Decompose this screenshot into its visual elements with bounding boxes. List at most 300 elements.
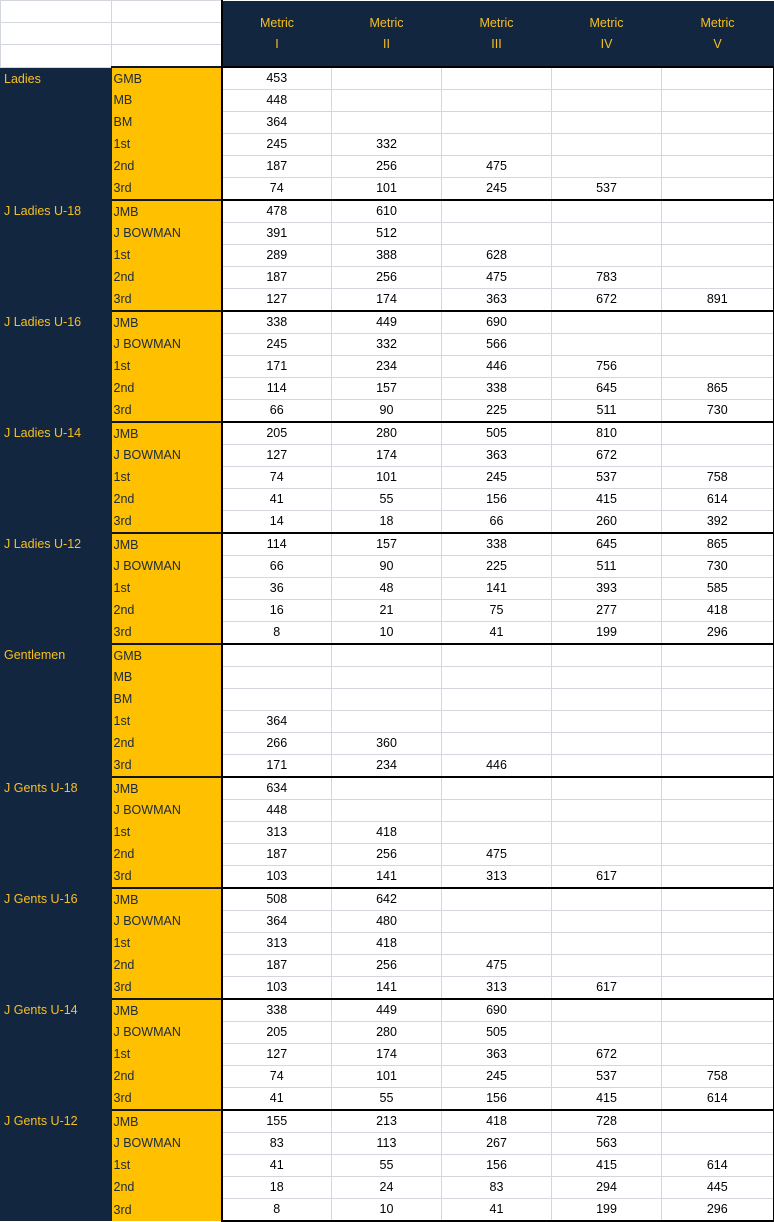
empty-cell[interactable] [112,1,222,23]
value-cell[interactable] [662,112,774,134]
value-cell[interactable] [552,999,662,1022]
row-label[interactable]: 3rd [112,400,222,423]
row-label[interactable]: 1st [112,1044,222,1066]
value-cell[interactable] [442,733,552,755]
value-cell[interactable] [662,644,774,667]
column-header-4[interactable]: Metric IV [552,1,662,68]
value-cell[interactable]: 101 [332,1066,442,1088]
value-cell[interactable]: 480 [332,911,442,933]
value-cell[interactable] [662,777,774,800]
value-cell[interactable]: 260 [552,511,662,534]
value-cell[interactable]: 225 [442,400,552,423]
group-label[interactable]: Ladies [1,67,112,200]
value-cell[interactable] [662,733,774,755]
empty-cell[interactable] [1,1,112,23]
row-label[interactable]: 1st [112,1155,222,1177]
column-header-3[interactable]: Metric III [442,1,552,68]
row-label[interactable]: 1st [112,356,222,378]
row-label[interactable]: JMB [112,533,222,556]
value-cell[interactable]: 313 [222,822,332,844]
value-cell[interactable]: 141 [332,977,442,1000]
value-cell[interactable]: 511 [552,400,662,423]
row-label[interactable]: JMB [112,999,222,1022]
value-cell[interactable] [662,866,774,889]
value-cell[interactable]: 280 [332,422,442,445]
value-cell[interactable] [332,689,442,711]
value-cell[interactable]: 446 [442,356,552,378]
value-cell[interactable] [552,112,662,134]
value-cell[interactable]: 338 [442,533,552,556]
group-label[interactable]: J Ladies U-16 [1,311,112,422]
row-label[interactable]: JMB [112,888,222,911]
value-cell[interactable] [662,334,774,356]
value-cell[interactable]: 74 [222,178,332,201]
value-cell[interactable]: 393 [552,578,662,600]
value-cell[interactable] [332,667,442,689]
column-header-1[interactable]: Metric I [222,1,332,68]
value-cell[interactable]: 10 [332,1199,442,1222]
value-cell[interactable] [442,67,552,90]
value-cell[interactable]: 294 [552,1177,662,1199]
group-label[interactable]: J Ladies U-14 [1,422,112,533]
value-cell[interactable] [662,311,774,334]
group-label[interactable]: J Gents U-18 [1,777,112,888]
value-cell[interactable] [442,223,552,245]
value-cell[interactable]: 672 [552,289,662,312]
value-cell[interactable]: 475 [442,156,552,178]
value-cell[interactable]: 8 [222,622,332,645]
value-cell[interactable]: 449 [332,999,442,1022]
value-cell[interactable]: 475 [442,267,552,289]
value-cell[interactable] [442,933,552,955]
value-cell[interactable] [222,667,332,689]
value-cell[interactable]: 75 [442,600,552,622]
value-cell[interactable]: 74 [222,467,332,489]
value-cell[interactable] [552,711,662,733]
value-cell[interactable]: 41 [442,1199,552,1222]
value-cell[interactable]: 730 [662,556,774,578]
value-cell[interactable]: 645 [552,533,662,556]
value-cell[interactable]: 205 [222,422,332,445]
row-label[interactable]: BM [112,689,222,711]
value-cell[interactable]: 296 [662,1199,774,1222]
value-cell[interactable]: 41 [222,1155,332,1177]
value-cell[interactable]: 174 [332,1044,442,1066]
value-cell[interactable] [332,112,442,134]
value-cell[interactable] [552,911,662,933]
value-cell[interactable] [552,755,662,778]
value-cell[interactable] [332,67,442,90]
value-cell[interactable]: 418 [332,933,442,955]
value-cell[interactable] [442,777,552,800]
value-cell[interactable] [552,334,662,356]
row-label[interactable]: BM [112,112,222,134]
value-cell[interactable]: 16 [222,600,332,622]
value-cell[interactable] [662,422,774,445]
value-cell[interactable]: 213 [332,1110,442,1133]
value-cell[interactable] [662,822,774,844]
value-cell[interactable] [552,245,662,267]
row-label[interactable]: 1st [112,822,222,844]
value-cell[interactable] [552,777,662,800]
value-cell[interactable] [552,888,662,911]
value-cell[interactable] [442,888,552,911]
value-cell[interactable]: 566 [442,334,552,356]
value-cell[interactable]: 41 [442,622,552,645]
value-cell[interactable]: 363 [442,445,552,467]
value-cell[interactable]: 728 [552,1110,662,1133]
row-label[interactable]: 3rd [112,1088,222,1111]
value-cell[interactable]: 563 [552,1133,662,1155]
value-cell[interactable] [552,134,662,156]
value-cell[interactable]: 66 [222,400,332,423]
empty-cell[interactable] [112,23,222,45]
value-cell[interactable] [442,90,552,112]
value-cell[interactable]: 364 [222,711,332,733]
row-label[interactable]: GMB [112,67,222,90]
value-cell[interactable]: 157 [332,378,442,400]
value-cell[interactable]: 364 [222,911,332,933]
value-cell[interactable] [662,267,774,289]
value-cell[interactable] [552,311,662,334]
row-label[interactable]: MB [112,667,222,689]
value-cell[interactable]: 475 [442,955,552,977]
value-cell[interactable]: 512 [332,223,442,245]
row-label[interactable]: J BOWMAN [112,334,222,356]
value-cell[interactable]: 508 [222,888,332,911]
value-cell[interactable] [662,667,774,689]
value-cell[interactable]: 127 [222,1044,332,1066]
value-cell[interactable]: 364 [222,112,332,134]
value-cell[interactable]: 113 [332,1133,442,1155]
value-cell[interactable]: 66 [442,511,552,534]
value-cell[interactable]: 478 [222,200,332,223]
value-cell[interactable]: 445 [662,1177,774,1199]
row-label[interactable]: 2nd [112,378,222,400]
value-cell[interactable]: 391 [222,223,332,245]
value-cell[interactable]: 614 [662,489,774,511]
value-cell[interactable]: 18 [332,511,442,534]
value-cell[interactable] [662,356,774,378]
group-label[interactable]: Gentlemen [1,644,112,777]
row-label[interactable]: 2nd [112,600,222,622]
value-cell[interactable]: 8 [222,1199,332,1222]
value-cell[interactable]: 332 [332,334,442,356]
value-cell[interactable]: 127 [222,445,332,467]
row-label[interactable]: J BOWMAN [112,1133,222,1155]
value-cell[interactable] [662,156,774,178]
group-label[interactable]: J Ladies U-18 [1,200,112,311]
row-label[interactable]: JMB [112,777,222,800]
value-cell[interactable]: 313 [222,933,332,955]
value-cell[interactable]: 101 [332,467,442,489]
value-cell[interactable] [662,933,774,955]
value-cell[interactable]: 83 [442,1177,552,1199]
value-cell[interactable]: 24 [332,1177,442,1199]
value-cell[interactable]: 415 [552,1155,662,1177]
value-cell[interactable]: 205 [222,1022,332,1044]
value-cell[interactable]: 171 [222,755,332,778]
value-cell[interactable]: 614 [662,1088,774,1111]
value-cell[interactable]: 610 [332,200,442,223]
value-cell[interactable]: 363 [442,1044,552,1066]
value-cell[interactable]: 505 [442,1022,552,1044]
value-cell[interactable]: 810 [552,422,662,445]
value-cell[interactable]: 415 [552,1088,662,1111]
value-cell[interactable] [442,112,552,134]
value-cell[interactable] [662,888,774,911]
value-cell[interactable]: 865 [662,378,774,400]
value-cell[interactable] [332,644,442,667]
value-cell[interactable]: 614 [662,1155,774,1177]
row-label[interactable]: 3rd [112,1199,222,1222]
row-label[interactable]: 1st [112,245,222,267]
value-cell[interactable]: 537 [552,178,662,201]
value-cell[interactable] [442,689,552,711]
value-cell[interactable]: 388 [332,245,442,267]
value-cell[interactable] [662,977,774,1000]
value-cell[interactable]: 446 [442,755,552,778]
value-cell[interactable]: 55 [332,1088,442,1111]
value-cell[interactable]: 448 [222,800,332,822]
row-label[interactable]: MB [112,90,222,112]
value-cell[interactable]: 617 [552,866,662,889]
value-cell[interactable]: 783 [552,267,662,289]
value-cell[interactable]: 642 [332,888,442,911]
value-cell[interactable]: 41 [222,489,332,511]
value-cell[interactable] [442,667,552,689]
row-label[interactable]: 1st [112,711,222,733]
value-cell[interactable] [442,711,552,733]
value-cell[interactable] [552,689,662,711]
value-cell[interactable]: 758 [662,467,774,489]
row-label[interactable]: J BOWMAN [112,1022,222,1044]
value-cell[interactable]: 245 [222,134,332,156]
value-cell[interactable] [552,844,662,866]
value-cell[interactable] [662,200,774,223]
value-cell[interactable]: 690 [442,999,552,1022]
value-cell[interactable] [552,955,662,977]
value-cell[interactable]: 127 [222,289,332,312]
value-cell[interactable]: 171 [222,356,332,378]
value-cell[interactable] [662,844,774,866]
value-cell[interactable] [442,911,552,933]
value-cell[interactable] [552,156,662,178]
value-cell[interactable]: 537 [552,467,662,489]
value-cell[interactable] [662,711,774,733]
value-cell[interactable]: 672 [552,445,662,467]
value-cell[interactable]: 245 [442,178,552,201]
value-cell[interactable] [662,90,774,112]
value-cell[interactable]: 83 [222,1133,332,1155]
row-label[interactable]: 3rd [112,866,222,889]
value-cell[interactable] [662,134,774,156]
group-label[interactable]: J Ladies U-12 [1,533,112,644]
value-cell[interactable]: 585 [662,578,774,600]
value-cell[interactable]: 338 [222,311,332,334]
value-cell[interactable]: 730 [662,400,774,423]
value-cell[interactable]: 245 [442,467,552,489]
value-cell[interactable] [552,933,662,955]
value-cell[interactable] [222,644,332,667]
value-cell[interactable]: 256 [332,267,442,289]
value-cell[interactable] [662,999,774,1022]
row-label[interactable]: J BOWMAN [112,445,222,467]
value-cell[interactable] [442,822,552,844]
row-label[interactable]: 3rd [112,511,222,534]
value-cell[interactable] [552,67,662,90]
group-label[interactable]: J Gents U-12 [1,1110,112,1221]
value-cell[interactable]: 18 [222,1177,332,1199]
value-cell[interactable] [662,445,774,467]
value-cell[interactable] [332,90,442,112]
value-cell[interactable] [442,200,552,223]
value-cell[interactable]: 187 [222,156,332,178]
value-cell[interactable] [662,755,774,778]
value-cell[interactable]: 448 [222,90,332,112]
value-cell[interactable]: 296 [662,622,774,645]
value-cell[interactable]: 101 [332,178,442,201]
row-label[interactable]: 3rd [112,178,222,201]
value-cell[interactable]: 363 [442,289,552,312]
value-cell[interactable] [552,200,662,223]
value-cell[interactable]: 114 [222,378,332,400]
value-cell[interactable]: 199 [552,622,662,645]
value-cell[interactable] [552,1022,662,1044]
value-cell[interactable] [552,822,662,844]
value-cell[interactable]: 14 [222,511,332,534]
value-cell[interactable]: 187 [222,267,332,289]
value-cell[interactable]: 156 [442,1155,552,1177]
value-cell[interactable]: 157 [332,533,442,556]
empty-cell[interactable] [1,45,112,68]
row-label[interactable]: 3rd [112,289,222,312]
value-cell[interactable] [662,67,774,90]
value-cell[interactable]: 690 [442,311,552,334]
row-label[interactable]: J BOWMAN [112,800,222,822]
value-cell[interactable] [662,1133,774,1155]
row-label[interactable]: 1st [112,134,222,156]
value-cell[interactable]: 234 [332,755,442,778]
value-cell[interactable]: 141 [332,866,442,889]
row-label[interactable]: 1st [112,467,222,489]
value-cell[interactable]: 245 [222,334,332,356]
value-cell[interactable]: 114 [222,533,332,556]
row-label[interactable]: 2nd [112,156,222,178]
value-cell[interactable]: 338 [442,378,552,400]
value-cell[interactable]: 277 [552,600,662,622]
value-cell[interactable] [662,245,774,267]
value-cell[interactable] [662,955,774,977]
value-cell[interactable] [552,667,662,689]
value-cell[interactable]: 280 [332,1022,442,1044]
value-cell[interactable]: 74 [222,1066,332,1088]
value-cell[interactable]: 758 [662,1066,774,1088]
column-header-5[interactable]: Metric V [662,1,774,68]
value-cell[interactable]: 48 [332,578,442,600]
row-label[interactable]: 3rd [112,622,222,645]
value-cell[interactable] [442,800,552,822]
row-label[interactable]: 2nd [112,267,222,289]
value-cell[interactable]: 256 [332,955,442,977]
value-cell[interactable]: 418 [332,822,442,844]
value-cell[interactable]: 313 [442,866,552,889]
value-cell[interactable] [552,90,662,112]
value-cell[interactable] [662,223,774,245]
value-cell[interactable]: 36 [222,578,332,600]
value-cell[interactable]: 55 [332,489,442,511]
value-cell[interactable]: 418 [442,1110,552,1133]
value-cell[interactable]: 449 [332,311,442,334]
value-cell[interactable]: 187 [222,955,332,977]
value-cell[interactable]: 225 [442,556,552,578]
value-cell[interactable]: 415 [552,489,662,511]
value-cell[interactable]: 187 [222,844,332,866]
row-label[interactable]: 2nd [112,733,222,755]
value-cell[interactable]: 245 [442,1066,552,1088]
value-cell[interactable]: 672 [552,1044,662,1066]
value-cell[interactable]: 10 [332,622,442,645]
value-cell[interactable] [442,644,552,667]
value-cell[interactable]: 360 [332,733,442,755]
value-cell[interactable] [552,733,662,755]
value-cell[interactable]: 267 [442,1133,552,1155]
value-cell[interactable]: 756 [552,356,662,378]
value-cell[interactable] [442,134,552,156]
value-cell[interactable]: 156 [442,1088,552,1111]
value-cell[interactable]: 256 [332,844,442,866]
value-cell[interactable]: 55 [332,1155,442,1177]
row-label[interactable]: J BOWMAN [112,223,222,245]
column-header-2[interactable]: Metric II [332,1,442,68]
value-cell[interactable] [332,711,442,733]
row-label[interactable]: J BOWMAN [112,911,222,933]
row-label[interactable]: 2nd [112,955,222,977]
value-cell[interactable]: 645 [552,378,662,400]
row-label[interactable]: 2nd [112,1177,222,1199]
value-cell[interactable]: 511 [552,556,662,578]
empty-cell[interactable] [112,45,222,68]
value-cell[interactable] [332,777,442,800]
row-label[interactable]: J BOWMAN [112,556,222,578]
value-cell[interactable]: 505 [442,422,552,445]
value-cell[interactable]: 103 [222,977,332,1000]
value-cell[interactable]: 234 [332,356,442,378]
value-cell[interactable]: 256 [332,156,442,178]
value-cell[interactable] [662,800,774,822]
value-cell[interactable]: 338 [222,999,332,1022]
value-cell[interactable]: 156 [442,489,552,511]
value-cell[interactable] [552,800,662,822]
row-label[interactable]: 2nd [112,844,222,866]
row-label[interactable]: GMB [112,644,222,667]
value-cell[interactable]: 90 [332,556,442,578]
value-cell[interactable] [552,644,662,667]
value-cell[interactable]: 199 [552,1199,662,1222]
row-label[interactable]: 3rd [112,755,222,778]
value-cell[interactable]: 313 [442,977,552,1000]
value-cell[interactable]: 475 [442,844,552,866]
value-cell[interactable] [662,1044,774,1066]
value-cell[interactable]: 453 [222,67,332,90]
row-label[interactable]: JMB [112,200,222,223]
value-cell[interactable]: 392 [662,511,774,534]
value-cell[interactable] [552,223,662,245]
row-label[interactable]: JMB [112,422,222,445]
row-label[interactable]: 1st [112,578,222,600]
value-cell[interactable]: 865 [662,533,774,556]
row-label[interactable]: JMB [112,311,222,334]
